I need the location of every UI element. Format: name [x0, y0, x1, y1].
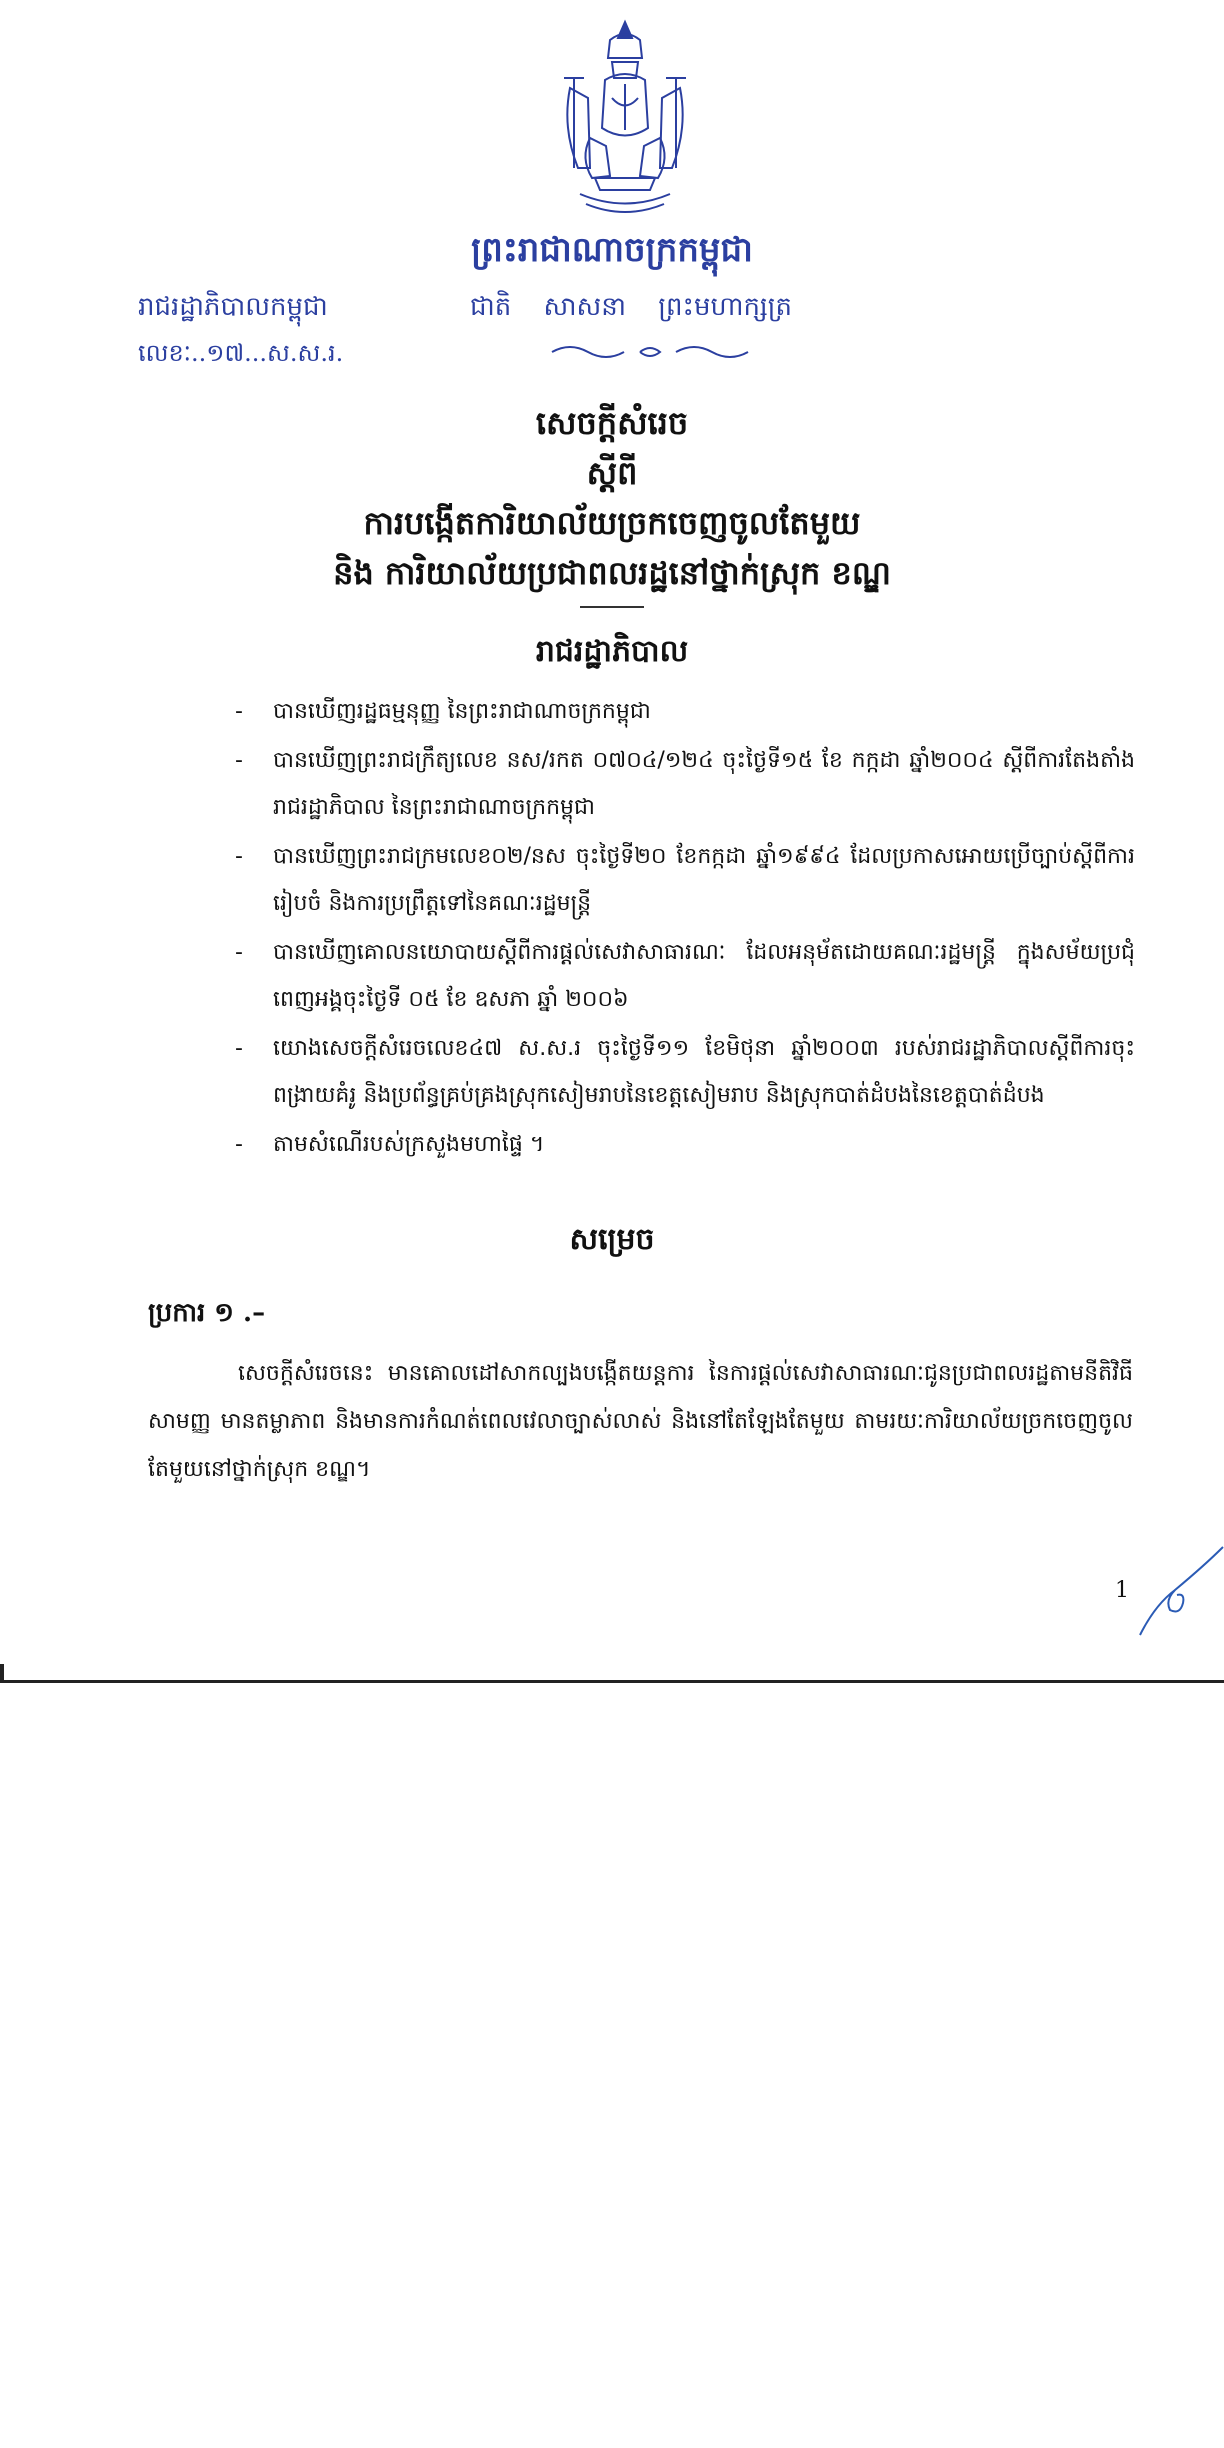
issuing-authority: រាជរដ្ឋាភិបាល	[535, 634, 689, 669]
title-divider	[580, 606, 644, 608]
page-number: 1	[1115, 1578, 1129, 1603]
title-line-2: ស្តីពី	[586, 454, 638, 492]
list-dash: -	[235, 1036, 243, 1061]
title-line-3: ការបង្កើតការិយាល័យច្រកចេញចូលតែមួយ	[363, 504, 861, 542]
consideration-text: បានឃើញរដ្ឋធម្មនុញ្ញ នៃព្រះរាជាណាចក្រកម្ពុជា	[273, 699, 651, 724]
title-line-1: សេចក្តីសំរេច	[535, 404, 689, 442]
issuing-government: រាជរដ្ឋាភិបាលកម្ពុជា	[138, 292, 328, 322]
scan-bottom-edge	[0, 1680, 1224, 1683]
consideration-text: យោងសេចក្តីសំរេចលេខ៤៧ ស.ស.រ ចុះថ្ងៃទី១១ ខែមិថុនា ឆ្នាំ២០០៣ របស់រាជរដ្ឋាភិបាលស្តីពីការចុះពង្រាយគំរូ និងប្រព័ន្ធគ្រប់គ្រងស្រុកសៀមរាបនៃខេត្តសៀមរាប និងស្រុកបាត់ដំបងនៃខេត្តបាត់ដំបង	[273, 1036, 1135, 1108]
national-motto: ជាតិ សាសនា ព្រះមហាក្សត្រ	[470, 292, 792, 322]
consideration-text: បានឃើញព្រះរាជក្រឹត្យលេខ នស/រកត ០៧០៤/១២៤ ចុះថ្ងៃទី១៥ ខែ កក្កដា ឆ្នាំ២០០៤ ស្តីពីការតែងតាំងរាជរដ្ឋាភិបាល នៃព្រះរាជាណាចក្រកម្ពុជា	[273, 748, 1135, 820]
reference-number: លេខៈ..១៧...ស.ស.រ.	[138, 339, 344, 367]
decision-title	[0, 398, 1224, 598]
list-item	[235, 1025, 1135, 1119]
list-dash: -	[235, 1132, 243, 1157]
list-dash: -	[235, 940, 243, 965]
royal-coat-of-arms-emblem	[550, 18, 700, 223]
consideration-text: តាមសំណើរបស់ក្រសួងមហាផ្ទៃ ។	[273, 1132, 545, 1157]
list-item	[235, 688, 1135, 735]
consideration-text: បានឃើញគោលនយោបាយស្តីពីការផ្តល់សេវាសាធារណៈ ដែលអនុម័តដោយគណៈរដ្ឋមន្ត្រី ក្នុងសម័យប្រជុំពេញអង្គចុះថ្ងៃទី ០៥ ខែ ឧសភា ឆ្នាំ ២០០៦	[273, 940, 1135, 1012]
article-1-heading: ប្រការ ១ .–	[148, 1298, 266, 1328]
list-item	[235, 1121, 1135, 1168]
list-item	[235, 737, 1135, 831]
consideration-text: បានឃើញព្រះរាជក្រមលេខ០២/នស ចុះថ្ងៃទី២០ ខែកក្កដា ឆ្នាំ១៩៩៤ ដែលប្រកាសអោយប្រើច្បាប់ស្តីពីការរៀបចំ និងការប្រព្រឹត្តទៅនៃគណៈរដ្ឋមន្ត្រី	[273, 844, 1135, 916]
list-item	[235, 929, 1135, 1023]
motto-ornament	[550, 342, 750, 362]
initial-signature-mark	[1135, 1545, 1224, 1640]
list-item	[235, 833, 1135, 927]
list-dash: -	[235, 699, 243, 724]
considerations-list	[235, 688, 1135, 1170]
kingdom-heading: ព្រះរាជាណាចក្រកម្ពុជា	[471, 230, 753, 270]
list-dash: -	[235, 844, 243, 869]
list-dash: -	[235, 748, 243, 773]
decision-heading: សម្រេច	[569, 1222, 655, 1257]
article-1-text: សេចក្តីសំរេចនេះ មានគោលដៅសាកល្បងបង្កើតយន្តការ នៃការផ្តល់សេវាសាធារណៈជូនប្រជាពលរដ្ឋតាមនីតិវិធីសាមញ្ញ មានតម្លាភាព និងមានការកំណត់ពេលវេលាច្បាស់លាស់ និងនៅតែឡែងតែមួយ តាមរយៈការិយាល័យច្រកចេញចូលតែមួយនៅថ្នាក់ស្រុក ខណ្ឌ។	[148, 1361, 1133, 1482]
title-line-4: និង ការិយាល័យប្រជាពលរដ្ឋនៅថ្នាក់ស្រុក ខណ្ឌ	[333, 554, 891, 592]
